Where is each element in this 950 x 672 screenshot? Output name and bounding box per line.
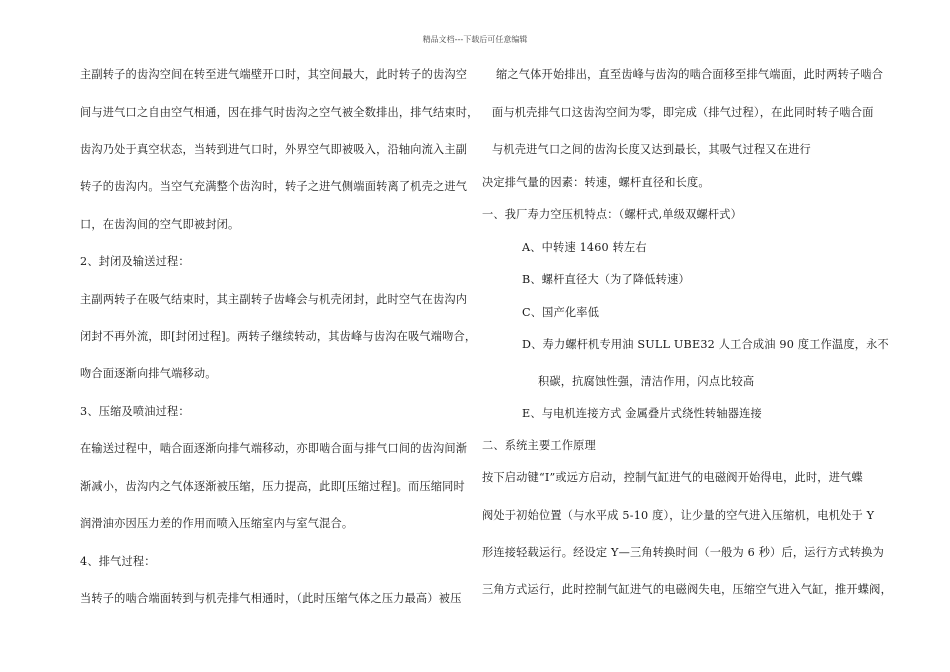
text-line: 润滑油亦因压力差的作用而喷入压缩室内与室气混合。 xyxy=(80,517,354,530)
text-line: 缩之气体开始排出，直至齿峰与齿沟的啮合面移至排气端面，此时两转子啮合 xyxy=(496,68,884,81)
section-heading: 二、系统主要工作原理 xyxy=(482,439,596,452)
section-heading: 一、我厂寿力空压机特点：（螺杆式,单级双螺杆式） xyxy=(482,208,743,221)
text-line: 口，在齿沟间的空气即被封闭。 xyxy=(80,218,240,231)
text-line: 渐减小，齿沟内之气体逐渐被压缩，压力提高，此即[压缩过程]。而压缩同时 xyxy=(80,480,465,493)
list-item: C、国产化率低 xyxy=(522,306,600,319)
text-line: 闭封不再外流，即[封闭过程]。两转子继续转动，其齿峰与齿沟在吸气端吻合， xyxy=(80,330,477,343)
text-line: 主副两转子在吸气结束时，其主副转子齿峰会与机壳闭封，此时空气在齿沟内 xyxy=(80,293,468,306)
section-heading: 2、封闭及输送过程： xyxy=(80,255,190,268)
list-item: D、寿力螺杆机专用油 SULL UBE32 人工合成油 90 度工作温度，永不 xyxy=(522,338,889,351)
text-line: 当转子的啮合端面转到与机壳排气相通时，（此时压缩气体之压力最高）被压 xyxy=(80,592,462,605)
text-line: 主副转子的齿沟空间在转至进气端壁开口时，其空间最大，此时转子的齿沟空 xyxy=(80,68,468,81)
text-line: 决定排气量的因素：转速，螺杆直径和长度。 xyxy=(482,176,710,189)
list-item-continuation: 积碳，抗腐蚀性强，清洁作用，闪点比较高 xyxy=(538,375,755,388)
text-line: 三角方式运行，此时控制气缸进气的电磁阀失电，压缩空气进入气缸，推开蝶阀， xyxy=(482,583,892,596)
text-line: 间与进气口之自由空气相通，因在排气时齿沟之空气被全数排出，排气结束时， xyxy=(80,106,479,119)
list-item: A、中转速 1460 转左右 xyxy=(522,241,647,254)
text-line: 形连接轻载运行。经设定 Y—三角转换时间（一般为 6 秒）后，运行方式转换为 xyxy=(482,546,884,559)
text-line: 吻合面逐渐向排气端移动。 xyxy=(80,367,217,380)
list-item: B、螺杆直径大（为了降低转速） xyxy=(522,273,690,286)
text-line: 转子的齿沟内。当空气充满整个齿沟时，转子之进气侧端面转离了机壳之进气 xyxy=(80,180,468,193)
text-line: 面与机壳排气口这齿沟空间为零，即完成（排气过程），在此同时转子啮合面 xyxy=(492,106,874,119)
text-line: 与机壳进气口之间的齿沟长度又达到最长，其吸气过程又在进行 xyxy=(492,143,811,156)
text-line: 齿沟乃处于真空状态，当转到进气口时，外界空气即被吸入，沿轴向流入主副 xyxy=(80,143,468,156)
page-header-watermark: 精品文档---下载后可任意编辑 xyxy=(422,35,528,44)
section-heading: 4、排气过程： xyxy=(80,555,156,568)
text-line: 阀处于初始位置（与水平成 5-10 度），让少量的空气进入压缩机，电机处于 Y xyxy=(482,509,875,522)
text-line: 按下启动键“I”或远方启动，控制气缸进气的电磁阀开始得电，此时，进气蝶 xyxy=(482,471,863,484)
list-item: E、与电机连接方式 金属叠片式绕性转轴器连接 xyxy=(522,407,762,420)
text-line: 在输送过程中，啮合面逐渐向排气端移动，亦即啮合面与排气口间的齿沟间渐 xyxy=(80,442,468,455)
section-heading: 3、压缩及喷油过程： xyxy=(80,405,190,418)
